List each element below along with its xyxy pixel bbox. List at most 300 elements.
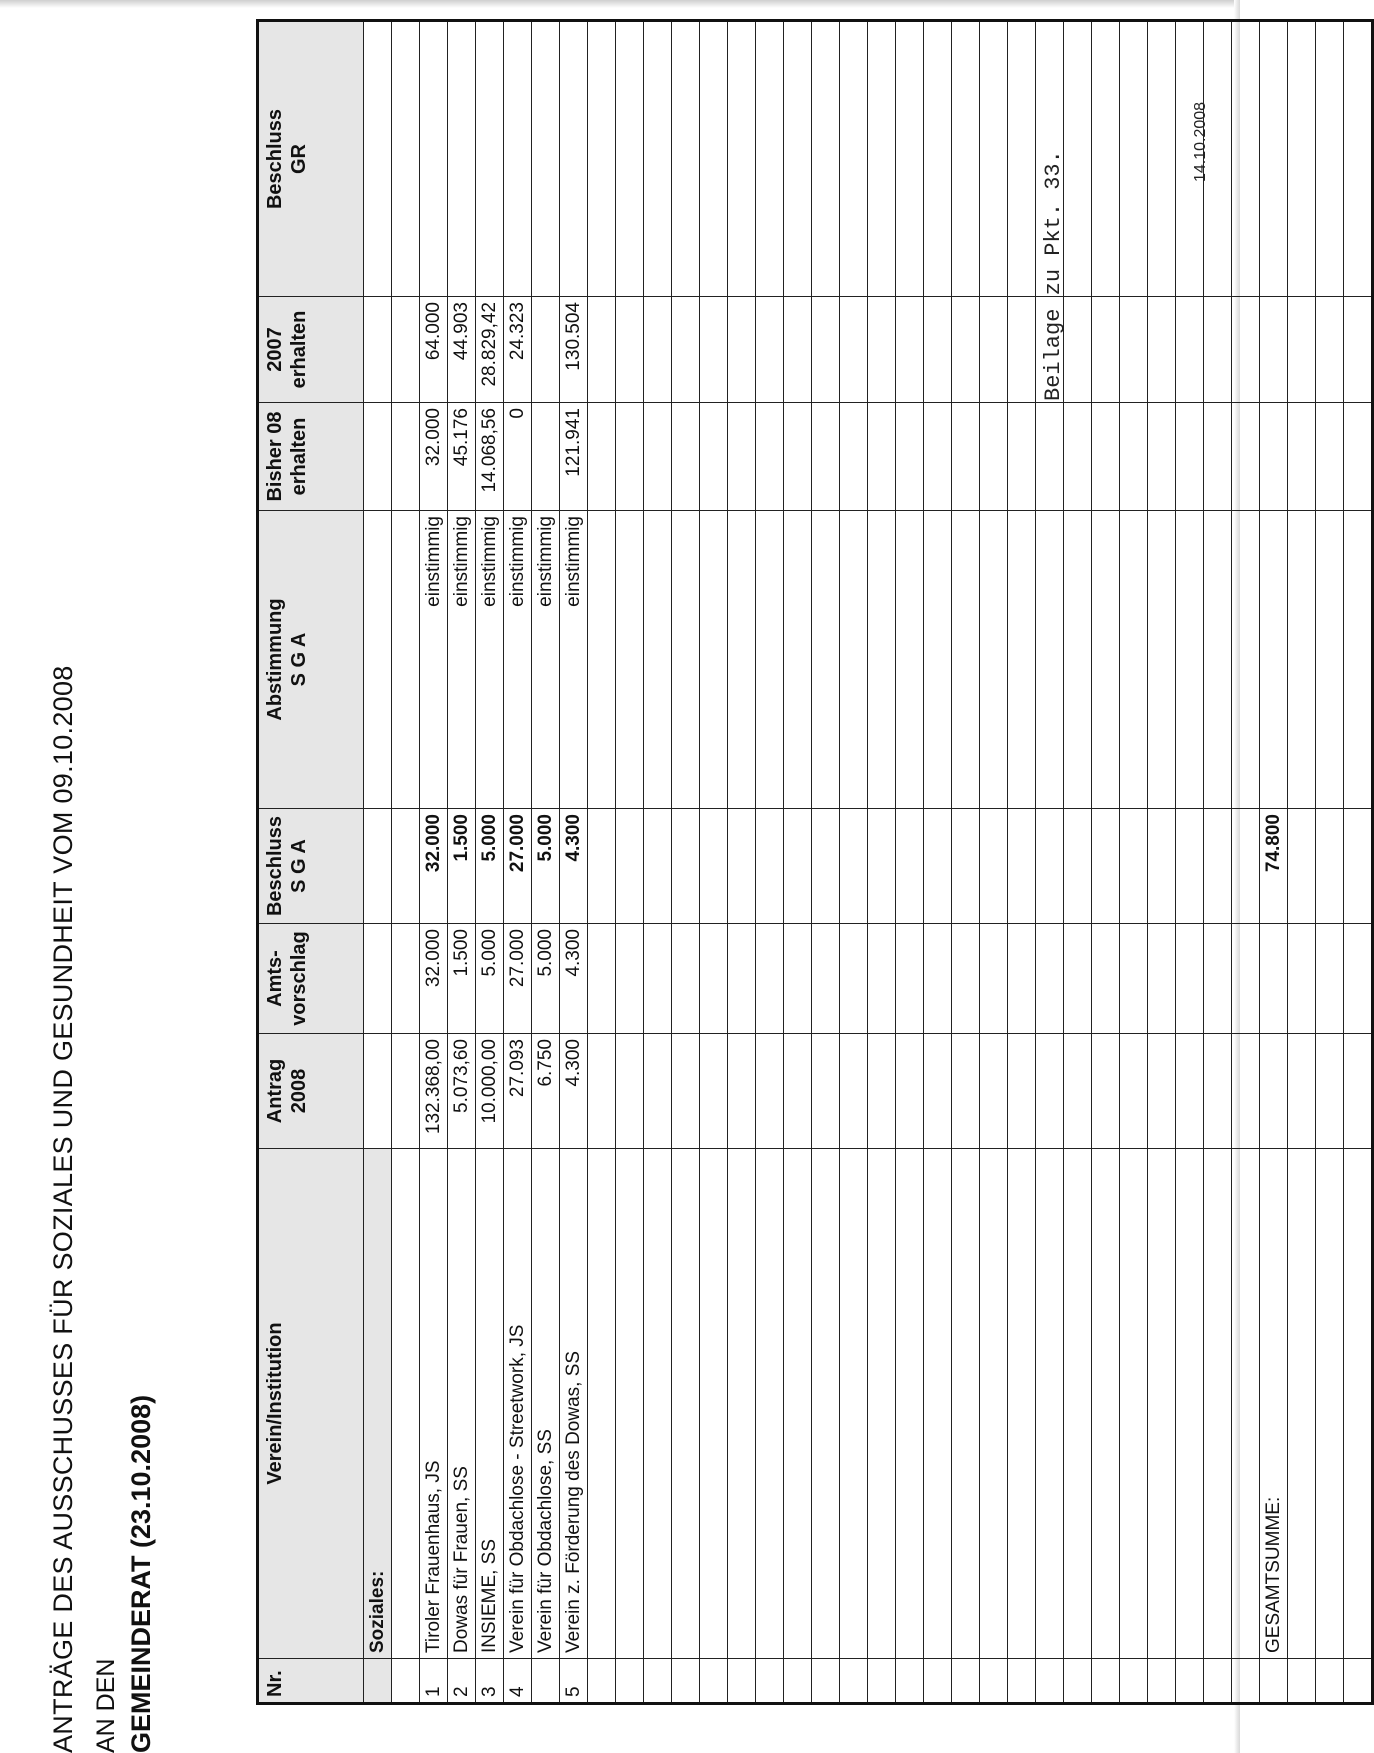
cell-verein: Verein z. Förderung des Dowas, SS bbox=[560, 1149, 588, 1659]
cell-amts: 5.000 bbox=[532, 924, 560, 1034]
section-header-row bbox=[364, 21, 392, 1704]
empty-cell bbox=[1120, 924, 1148, 1034]
cell-abstimmung: einstimmig bbox=[504, 511, 532, 809]
cell-amts: 1.500 bbox=[448, 924, 476, 1034]
empty-cell bbox=[1344, 1659, 1373, 1704]
empty-cell bbox=[364, 924, 392, 1034]
column-header-abstimmung: Abstimmung S G A bbox=[258, 511, 364, 809]
empty-cell bbox=[868, 297, 896, 403]
column-header-beschluss-gr: Beschluss GR bbox=[258, 21, 364, 297]
empty-cell bbox=[924, 511, 952, 809]
empty-cell bbox=[980, 1149, 1008, 1659]
empty-cell bbox=[672, 924, 700, 1034]
empty-row bbox=[1008, 21, 1036, 1704]
empty-row bbox=[392, 21, 420, 1704]
empty-cell bbox=[924, 1149, 952, 1659]
empty-cell bbox=[756, 511, 784, 809]
empty-cell bbox=[392, 1659, 420, 1704]
empty-cell bbox=[644, 21, 672, 297]
empty-cell bbox=[392, 21, 420, 297]
empty-cell bbox=[784, 403, 812, 511]
empty-cell bbox=[812, 403, 840, 511]
empty-cell bbox=[756, 924, 784, 1034]
empty-cell bbox=[1148, 511, 1176, 809]
cell-y2007: 130.504 bbox=[560, 297, 588, 403]
table-row bbox=[448, 21, 476, 1704]
empty-cell bbox=[980, 809, 1008, 924]
empty-cell bbox=[1092, 511, 1120, 809]
empty-cell bbox=[1064, 21, 1092, 297]
empty-cell bbox=[672, 1034, 700, 1149]
empty-cell bbox=[924, 1034, 952, 1149]
empty-cell bbox=[1232, 1149, 1260, 1659]
empty-cell bbox=[392, 511, 420, 809]
empty-cell bbox=[896, 809, 924, 924]
empty-cell bbox=[1148, 297, 1176, 403]
cell-amts: 5.000 bbox=[476, 924, 504, 1034]
empty-cell bbox=[1120, 809, 1148, 924]
empty-cell bbox=[364, 809, 392, 924]
empty-cell bbox=[700, 1149, 728, 1659]
empty-cell bbox=[868, 403, 896, 511]
empty-cell bbox=[1008, 403, 1036, 511]
empty-cell bbox=[1232, 1034, 1260, 1149]
empty-cell bbox=[1316, 403, 1344, 511]
empty-cell bbox=[1232, 21, 1260, 297]
empty-cell bbox=[1064, 403, 1092, 511]
empty-row bbox=[1176, 21, 1204, 1704]
empty-cell bbox=[700, 511, 728, 809]
empty-cell bbox=[868, 1034, 896, 1149]
empty-cell bbox=[672, 511, 700, 809]
cell-y2007 bbox=[532, 297, 560, 403]
document-recipient: GEMEINDERAT (23.10.2008) bbox=[126, 1394, 156, 1753]
empty-cell bbox=[896, 1034, 924, 1149]
empty-cell bbox=[1176, 403, 1204, 511]
empty-cell bbox=[588, 924, 616, 1034]
empty-cell bbox=[1120, 21, 1148, 297]
cell-nr: 5 bbox=[560, 1659, 588, 1704]
empty-cell bbox=[1232, 809, 1260, 924]
cell-y2007: 24.323 bbox=[504, 297, 532, 403]
empty-cell bbox=[1064, 809, 1092, 924]
empty-cell bbox=[1092, 21, 1120, 297]
empty-cell bbox=[588, 511, 616, 809]
empty-cell bbox=[1204, 1659, 1232, 1704]
empty-cell bbox=[644, 297, 672, 403]
empty-cell bbox=[1316, 511, 1344, 809]
cell-antrag: 10.000,00 bbox=[476, 1034, 504, 1149]
empty-cell bbox=[728, 1659, 756, 1704]
empty-cell bbox=[644, 1659, 672, 1704]
empty-cell bbox=[980, 924, 1008, 1034]
empty-cell bbox=[392, 809, 420, 924]
empty-cell bbox=[980, 1034, 1008, 1149]
empty-cell bbox=[1008, 1149, 1036, 1659]
empty-cell bbox=[1232, 1659, 1260, 1704]
empty-cell bbox=[756, 1149, 784, 1659]
empty-cell bbox=[980, 1659, 1008, 1704]
cell-gr bbox=[476, 21, 504, 297]
empty-cell bbox=[1344, 1149, 1373, 1659]
empty-row bbox=[700, 21, 728, 1704]
empty-cell bbox=[392, 1149, 420, 1659]
empty-cell bbox=[700, 809, 728, 924]
cell-verein: Tiroler Frauenhaus, JS bbox=[420, 1149, 448, 1659]
empty-cell bbox=[1148, 21, 1176, 297]
total-row bbox=[1260, 21, 1288, 1704]
empty-cell bbox=[616, 297, 644, 403]
empty-cell bbox=[1316, 1034, 1344, 1149]
table-row bbox=[532, 21, 560, 1704]
cell-bisher: 14.068,56 bbox=[476, 403, 504, 511]
cell-gr bbox=[560, 21, 588, 297]
empty-cell bbox=[840, 809, 868, 924]
empty-cell bbox=[1120, 403, 1148, 511]
empty-cell bbox=[840, 511, 868, 809]
cell-bisher: 45.176 bbox=[448, 403, 476, 511]
empty-cell bbox=[1148, 403, 1176, 511]
empty-row bbox=[784, 21, 812, 1704]
empty-cell bbox=[952, 297, 980, 403]
column-header-nr: Nr. bbox=[258, 1659, 364, 1704]
cell-beschluss: 5.000 bbox=[532, 809, 560, 924]
empty-cell bbox=[1260, 403, 1288, 511]
cell-beschluss: 4.300 bbox=[560, 809, 588, 924]
empty-cell bbox=[1092, 1149, 1120, 1659]
empty-cell bbox=[1148, 1659, 1176, 1704]
empty-cell bbox=[1176, 1034, 1204, 1149]
empty-cell bbox=[1092, 1034, 1120, 1149]
empty-cell bbox=[1260, 511, 1288, 809]
empty-cell bbox=[1204, 1149, 1232, 1659]
empty-cell bbox=[1092, 297, 1120, 403]
empty-cell bbox=[1092, 924, 1120, 1034]
empty-cell bbox=[1344, 21, 1373, 297]
empty-cell bbox=[700, 297, 728, 403]
empty-cell bbox=[1064, 1149, 1092, 1659]
empty-cell bbox=[588, 809, 616, 924]
date-annotation: 14.10.2008 bbox=[1192, 101, 1209, 182]
empty-cell bbox=[392, 924, 420, 1034]
cell-beschluss: 1.500 bbox=[448, 809, 476, 924]
empty-cell bbox=[896, 1149, 924, 1659]
empty-cell bbox=[1092, 1659, 1120, 1704]
empty-cell bbox=[700, 403, 728, 511]
empty-cell bbox=[392, 297, 420, 403]
section-nr-cell bbox=[364, 1659, 392, 1704]
empty-cell bbox=[784, 1149, 812, 1659]
empty-cell bbox=[1064, 1034, 1092, 1149]
empty-cell bbox=[1120, 1149, 1148, 1659]
empty-cell bbox=[364, 1034, 392, 1149]
empty-row bbox=[1316, 21, 1344, 1704]
empty-cell bbox=[1120, 297, 1148, 403]
empty-cell bbox=[672, 1149, 700, 1659]
column-header-antrag: Antrag 2008 bbox=[258, 1034, 364, 1149]
empty-cell bbox=[672, 809, 700, 924]
empty-cell bbox=[812, 1034, 840, 1149]
empty-cell bbox=[588, 297, 616, 403]
empty-cell bbox=[616, 511, 644, 809]
empty-cell bbox=[812, 1659, 840, 1704]
empty-cell bbox=[616, 809, 644, 924]
empty-cell bbox=[1316, 1149, 1344, 1659]
empty-cell bbox=[644, 1034, 672, 1149]
empty-cell bbox=[784, 511, 812, 809]
beilage-annotation: Beilage zu Pkt. 33. bbox=[1041, 150, 1066, 401]
empty-cell bbox=[952, 1034, 980, 1149]
empty-cell bbox=[616, 1659, 644, 1704]
empty-cell bbox=[1260, 297, 1288, 403]
empty-cell bbox=[756, 297, 784, 403]
empty-cell bbox=[1120, 1659, 1148, 1704]
empty-cell bbox=[728, 511, 756, 809]
table-row bbox=[476, 21, 504, 1704]
empty-cell bbox=[812, 809, 840, 924]
empty-cell bbox=[1232, 403, 1260, 511]
empty-cell bbox=[1036, 403, 1064, 511]
empty-cell bbox=[756, 809, 784, 924]
empty-cell bbox=[1204, 809, 1232, 924]
empty-cell bbox=[588, 1149, 616, 1659]
empty-cell bbox=[840, 403, 868, 511]
empty-cell bbox=[1260, 1659, 1288, 1704]
empty-cell bbox=[952, 809, 980, 924]
empty-row bbox=[1064, 21, 1092, 1704]
empty-cell bbox=[756, 21, 784, 297]
empty-cell bbox=[672, 21, 700, 297]
empty-cell bbox=[728, 403, 756, 511]
empty-cell bbox=[952, 403, 980, 511]
empty-cell bbox=[616, 403, 644, 511]
cell-nr: 1 bbox=[420, 1659, 448, 1704]
empty-row bbox=[1232, 21, 1260, 1704]
cell-gr bbox=[420, 21, 448, 297]
empty-row bbox=[1204, 21, 1232, 1704]
empty-row bbox=[868, 21, 896, 1704]
empty-cell bbox=[1260, 1034, 1288, 1149]
empty-cell bbox=[588, 403, 616, 511]
empty-cell bbox=[868, 511, 896, 809]
empty-cell bbox=[1204, 1034, 1232, 1149]
empty-cell bbox=[1148, 1034, 1176, 1149]
empty-cell bbox=[1204, 511, 1232, 809]
empty-cell bbox=[840, 1149, 868, 1659]
column-header-beschluss-sga: Beschluss S G A bbox=[258, 809, 364, 924]
cell-bisher: 0 bbox=[504, 403, 532, 511]
empty-cell bbox=[840, 1034, 868, 1149]
cell-y2007: 44.903 bbox=[448, 297, 476, 403]
empty-cell bbox=[980, 297, 1008, 403]
empty-cell bbox=[1204, 297, 1232, 403]
empty-cell bbox=[840, 297, 868, 403]
empty-cell bbox=[1316, 809, 1344, 924]
empty-cell bbox=[1008, 297, 1036, 403]
empty-cell bbox=[1176, 511, 1204, 809]
empty-cell bbox=[896, 924, 924, 1034]
empty-row bbox=[1148, 21, 1176, 1704]
cell-bisher: 32.000 bbox=[420, 403, 448, 511]
empty-cell bbox=[896, 297, 924, 403]
empty-cell bbox=[924, 21, 952, 297]
empty-cell bbox=[700, 924, 728, 1034]
empty-cell bbox=[1120, 511, 1148, 809]
empty-cell bbox=[980, 511, 1008, 809]
empty-cell bbox=[1260, 924, 1288, 1034]
empty-cell bbox=[952, 21, 980, 297]
empty-cell bbox=[1064, 1659, 1092, 1704]
empty-cell bbox=[980, 21, 1008, 297]
empty-cell bbox=[1316, 21, 1344, 297]
section-label: Soziales: bbox=[364, 1149, 392, 1659]
empty-cell bbox=[756, 1659, 784, 1704]
cell-gr bbox=[532, 21, 560, 297]
empty-cell bbox=[1288, 403, 1316, 511]
empty-cell bbox=[756, 403, 784, 511]
empty-cell bbox=[1232, 511, 1260, 809]
empty-row bbox=[896, 21, 924, 1704]
empty-cell bbox=[672, 403, 700, 511]
empty-cell bbox=[1344, 1034, 1373, 1149]
cell-beschluss: 27.000 bbox=[504, 809, 532, 924]
empty-cell bbox=[1120, 1034, 1148, 1149]
empty-cell bbox=[1344, 297, 1373, 403]
empty-cell bbox=[868, 809, 896, 924]
empty-cell bbox=[1316, 924, 1344, 1034]
empty-row bbox=[840, 21, 868, 1704]
table-row bbox=[420, 21, 448, 1704]
cell-antrag: 4.300 bbox=[560, 1034, 588, 1149]
empty-cell bbox=[812, 297, 840, 403]
empty-cell bbox=[1036, 511, 1064, 809]
cell-amts: 4.300 bbox=[560, 924, 588, 1034]
cell-nr: 3 bbox=[476, 1659, 504, 1704]
cell-verein: Verein für Obdachlose, SS bbox=[532, 1149, 560, 1659]
table-header-row bbox=[258, 21, 364, 1704]
cell-nr: 4 bbox=[504, 1659, 532, 1704]
empty-cell bbox=[644, 924, 672, 1034]
empty-cell bbox=[924, 1659, 952, 1704]
empty-row bbox=[924, 21, 952, 1704]
empty-cell bbox=[1288, 924, 1316, 1034]
empty-cell bbox=[1288, 1659, 1316, 1704]
empty-cell bbox=[1344, 924, 1373, 1034]
column-header-verein: Verein/Institution bbox=[258, 1149, 364, 1659]
empty-cell bbox=[812, 924, 840, 1034]
cell-verein: INSIEME, SS bbox=[476, 1149, 504, 1659]
empty-cell bbox=[896, 21, 924, 297]
empty-cell bbox=[1036, 924, 1064, 1034]
empty-cell bbox=[924, 924, 952, 1034]
empty-cell bbox=[1232, 297, 1260, 403]
cell-beschluss: 32.000 bbox=[420, 809, 448, 924]
cell-amts: 32.000 bbox=[420, 924, 448, 1034]
empty-cell bbox=[784, 809, 812, 924]
cell-antrag: 6.750 bbox=[532, 1034, 560, 1149]
cell-bisher bbox=[532, 403, 560, 511]
empty-cell bbox=[840, 924, 868, 1034]
empty-cell bbox=[1288, 511, 1316, 809]
cell-beschluss: 5.000 bbox=[476, 809, 504, 924]
empty-cell bbox=[728, 809, 756, 924]
empty-cell bbox=[1036, 1149, 1064, 1659]
table-row bbox=[560, 21, 588, 1704]
document-title: ANTRÄGE DES AUSSCHUSSES FÜR SOZIALES UND GESUNDHEIT VOM 09.10.2008 bbox=[48, 665, 78, 1753]
empty-cell bbox=[1232, 924, 1260, 1034]
empty-cell bbox=[840, 1659, 868, 1704]
column-header-amtsvorschlag: Amts- vorschlag bbox=[258, 924, 364, 1034]
empty-cell bbox=[728, 1149, 756, 1659]
empty-cell bbox=[924, 403, 952, 511]
empty-row bbox=[1120, 21, 1148, 1704]
empty-cell bbox=[644, 1149, 672, 1659]
empty-cell bbox=[1036, 1034, 1064, 1149]
cell-antrag: 5.073,60 bbox=[448, 1034, 476, 1149]
empty-row bbox=[756, 21, 784, 1704]
cell-verein: Verein für Obdachlose - Streetwork, JS bbox=[504, 1149, 532, 1659]
empty-cell bbox=[700, 1659, 728, 1704]
empty-cell bbox=[1036, 1659, 1064, 1704]
empty-cell bbox=[1092, 809, 1120, 924]
empty-cell bbox=[952, 1149, 980, 1659]
empty-cell bbox=[1176, 1659, 1204, 1704]
empty-cell bbox=[728, 21, 756, 297]
empty-row bbox=[644, 21, 672, 1704]
empty-cell bbox=[1064, 924, 1092, 1034]
cell-verein: Dowas für Frauen, SS bbox=[448, 1149, 476, 1659]
empty-row bbox=[1092, 21, 1120, 1704]
empty-cell bbox=[364, 21, 392, 297]
empty-cell bbox=[616, 1149, 644, 1659]
cell-abstimmung: einstimmig bbox=[560, 511, 588, 809]
empty-cell bbox=[644, 809, 672, 924]
empty-row bbox=[1288, 21, 1316, 1704]
empty-cell bbox=[1288, 1149, 1316, 1659]
empty-row bbox=[952, 21, 980, 1704]
empty-cell bbox=[1316, 297, 1344, 403]
empty-cell bbox=[1148, 1149, 1176, 1659]
cell-gr bbox=[448, 21, 476, 297]
empty-cell bbox=[616, 21, 644, 297]
empty-cell bbox=[616, 924, 644, 1034]
total-value: 74.800 bbox=[1260, 809, 1288, 924]
empty-cell bbox=[1288, 297, 1316, 403]
empty-cell bbox=[700, 1034, 728, 1149]
empty-cell bbox=[728, 1034, 756, 1149]
empty-cell bbox=[980, 403, 1008, 511]
empty-cell bbox=[1148, 809, 1176, 924]
empty-row bbox=[980, 21, 1008, 1704]
empty-cell bbox=[1288, 21, 1316, 297]
empty-cell bbox=[812, 511, 840, 809]
cell-nr: 2 bbox=[448, 1659, 476, 1704]
empty-cell bbox=[364, 297, 392, 403]
empty-cell bbox=[644, 511, 672, 809]
cell-y2007: 28.829,42 bbox=[476, 297, 504, 403]
empty-cell bbox=[784, 1034, 812, 1149]
cell-y2007: 64.000 bbox=[420, 297, 448, 403]
empty-cell bbox=[672, 1659, 700, 1704]
empty-cell bbox=[1344, 403, 1373, 511]
empty-cell bbox=[1008, 1034, 1036, 1149]
table-row bbox=[504, 21, 532, 1704]
empty-cell bbox=[868, 924, 896, 1034]
cell-bisher: 121.941 bbox=[560, 403, 588, 511]
empty-cell bbox=[952, 1659, 980, 1704]
empty-cell bbox=[588, 21, 616, 297]
empty-cell bbox=[1148, 924, 1176, 1034]
